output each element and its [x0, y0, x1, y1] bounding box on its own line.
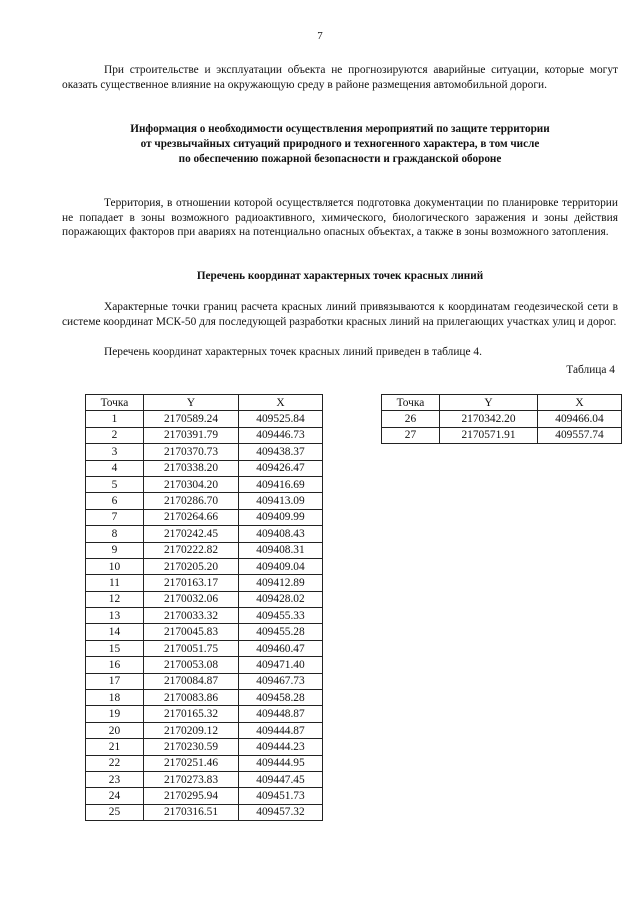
table-row: [86, 542, 323, 558]
y-coordinate-cell: 2170316.51: [144, 804, 239, 820]
x-coordinate-cell: 409467.73: [239, 673, 323, 689]
y-coordinate-cell: 2170209.12: [144, 722, 239, 738]
y-coordinate-cell: 2170230.59: [144, 739, 239, 755]
y-coordinate-cell: 2170084.87: [144, 673, 239, 689]
y-coordinate-cell: 2170205.20: [144, 558, 239, 574]
y-coordinate-cell: 2170338.20: [144, 460, 239, 476]
table-row: [86, 444, 323, 460]
table-row: [86, 722, 323, 738]
x-coordinate-cell: 409460.47: [239, 640, 323, 656]
section-heading: [62, 122, 618, 167]
x-coordinate-cell: 409413.09: [239, 493, 323, 509]
header-point: Точка: [382, 395, 440, 411]
y-coordinate-cell: 2170163.17: [144, 575, 239, 591]
x-coordinate-cell: 409444.87: [239, 722, 323, 738]
coords-heading-text: Перечень координат характерных точек красных линий: [196, 270, 484, 282]
coordinates-table-right: [381, 394, 622, 444]
x-coordinate-cell: 409525.84: [239, 411, 323, 427]
table-row: [86, 575, 323, 591]
x-coordinate-cell: 409557.74: [538, 427, 622, 443]
table-row: [86, 460, 323, 476]
x-coordinate-cell: 409455.28: [239, 624, 323, 640]
y-coordinate-cell: 2170273.83: [144, 771, 239, 787]
point-cell: 2: [86, 427, 144, 443]
x-coordinate-cell: 409466.04: [538, 411, 622, 427]
y-coordinate-cell: 2170571.91: [440, 427, 538, 443]
point-cell: 23: [86, 771, 144, 787]
y-coordinate-cell: 2170165.32: [144, 706, 239, 722]
y-coordinate-cell: 2170045.83: [144, 624, 239, 640]
point-cell: 27: [382, 427, 440, 443]
y-coordinate-cell: 2170286.70: [144, 493, 239, 509]
section-heading-line: Информация о необходимости осуществления мероприятий по защите территории: [130, 123, 550, 135]
page-number: 7: [317, 30, 323, 42]
x-coordinate-cell: 409458.28: [239, 690, 323, 706]
section-heading-line: от чрезвычайных ситуаций природного и техногенного характера, в том числе: [140, 138, 540, 150]
y-coordinate-cell: 2170083.86: [144, 690, 239, 706]
x-coordinate-cell: 409451.73: [239, 788, 323, 804]
y-coordinate-cell: 2170391.79: [144, 427, 239, 443]
point-cell: 21: [86, 739, 144, 755]
table-row: [382, 427, 622, 443]
y-coordinate-cell: 2170051.75: [144, 640, 239, 656]
x-coordinate-cell: 409428.02: [239, 591, 323, 607]
point-cell: 12: [86, 591, 144, 607]
y-coordinate-cell: 2170264.66: [144, 509, 239, 525]
point-cell: 8: [86, 526, 144, 542]
point-cell: 18: [86, 690, 144, 706]
header-y: Y: [440, 395, 538, 411]
table-header-row: [382, 395, 622, 411]
table-row: [86, 640, 323, 656]
point-cell: 14: [86, 624, 144, 640]
x-coordinate-cell: 409471.40: [239, 657, 323, 673]
y-coordinate-cell: 2170295.94: [144, 788, 239, 804]
x-coordinate-cell: 409416.69: [239, 476, 323, 492]
table-row: [86, 624, 323, 640]
x-coordinate-cell: 409408.43: [239, 526, 323, 542]
point-cell: 26: [382, 411, 440, 427]
y-coordinate-cell: 2170251.46: [144, 755, 239, 771]
point-cell: 24: [86, 788, 144, 804]
table-row: [86, 476, 323, 492]
coords-paragraph: Характерные точки границ расчета красных линий привязываются к координатам геодезической сети в системе координат МСК-50 для последующей разработки красных линий на прилегающих участках улиц и дорог.: [62, 301, 618, 328]
table-row: [86, 509, 323, 525]
table-header-row: [86, 395, 323, 411]
point-cell: 9: [86, 542, 144, 558]
x-coordinate-cell: 409457.32: [239, 804, 323, 820]
coords-heading: [62, 269, 618, 284]
point-cell: 10: [86, 558, 144, 574]
table-row: [86, 558, 323, 574]
table-row: [86, 411, 323, 427]
point-cell: 19: [86, 706, 144, 722]
y-coordinate-cell: 2170242.45: [144, 526, 239, 542]
x-coordinate-cell: 409426.47: [239, 460, 323, 476]
x-coordinate-cell: 409408.31: [239, 542, 323, 558]
table-row: [86, 591, 323, 607]
table-row: [86, 788, 323, 804]
y-coordinate-cell: 2170370.73: [144, 444, 239, 460]
point-cell: 25: [86, 804, 144, 820]
section-heading-line: по обеспечению пожарной безопасности и гражданской обороне: [178, 153, 502, 165]
point-cell: 13: [86, 608, 144, 624]
x-coordinate-cell: 409412.89: [239, 575, 323, 591]
table-row: [382, 411, 622, 427]
x-coordinate-cell: 409438.37: [239, 444, 323, 460]
y-coordinate-cell: 2170222.82: [144, 542, 239, 558]
table-row: [86, 493, 323, 509]
y-coordinate-cell: 2170589.24: [144, 411, 239, 427]
territory-paragraph: Территория, в отношении которой осуществляется подготовка документации по планировке территории не попадает в зоны возможного радиоактивного, химического, биологического заражения и зоны действия поражающих факторов при авариях на потенциально опасных объектах, а также в зоны возможного затопления.: [62, 197, 618, 239]
point-cell: 20: [86, 722, 144, 738]
coords-paragraph-reference: Перечень координат характерных точек красных линий приведен в таблице 4.: [104, 346, 482, 358]
point-cell: 1: [86, 411, 144, 427]
intro-paragraph: При строительстве и эксплуатации объекта не прогнозируются аварийные ситуации, которые могут оказать существенное влияние на окружающую среду в районе размещения автомобильной дороги.: [62, 64, 618, 91]
table-row: [86, 673, 323, 689]
x-coordinate-cell: 409444.23: [239, 739, 323, 755]
point-cell: 5: [86, 476, 144, 492]
table-row: [86, 739, 323, 755]
x-coordinate-cell: 409409.99: [239, 509, 323, 525]
point-cell: 3: [86, 444, 144, 460]
x-coordinate-cell: 409455.33: [239, 608, 323, 624]
x-coordinate-cell: 409409.04: [239, 558, 323, 574]
point-cell: 4: [86, 460, 144, 476]
table-row: [86, 427, 323, 443]
table-row: [86, 608, 323, 624]
point-cell: 22: [86, 755, 144, 771]
x-coordinate-cell: 409448.87: [239, 706, 323, 722]
y-coordinate-cell: 2170053.08: [144, 657, 239, 673]
table-row: [86, 657, 323, 673]
table-row: [86, 771, 323, 787]
x-coordinate-cell: 409444.95: [239, 755, 323, 771]
y-coordinate-cell: 2170032.06: [144, 591, 239, 607]
table-row: [86, 755, 323, 771]
coordinates-table-left-body: [86, 411, 323, 821]
coordinates-table-left: [85, 394, 323, 821]
header-x: X: [239, 395, 323, 411]
y-coordinate-cell: 2170342.20: [440, 411, 538, 427]
y-coordinate-cell: 2170304.20: [144, 476, 239, 492]
y-coordinate-cell: 2170033.32: [144, 608, 239, 624]
header-y: Y: [144, 395, 239, 411]
table-caption: Таблица 4: [566, 364, 615, 376]
table-row: [86, 706, 323, 722]
table-row: [86, 526, 323, 542]
table-row: [86, 804, 323, 820]
coordinates-table-right-body: [382, 411, 622, 444]
x-coordinate-cell: 409447.45: [239, 771, 323, 787]
header-point: Точка: [86, 395, 144, 411]
point-cell: 7: [86, 509, 144, 525]
point-cell: 17: [86, 673, 144, 689]
point-cell: 15: [86, 640, 144, 656]
point-cell: 6: [86, 493, 144, 509]
point-cell: 11: [86, 575, 144, 591]
header-x: X: [538, 395, 622, 411]
point-cell: 16: [86, 657, 144, 673]
x-coordinate-cell: 409446.73: [239, 427, 323, 443]
table-row: [86, 690, 323, 706]
